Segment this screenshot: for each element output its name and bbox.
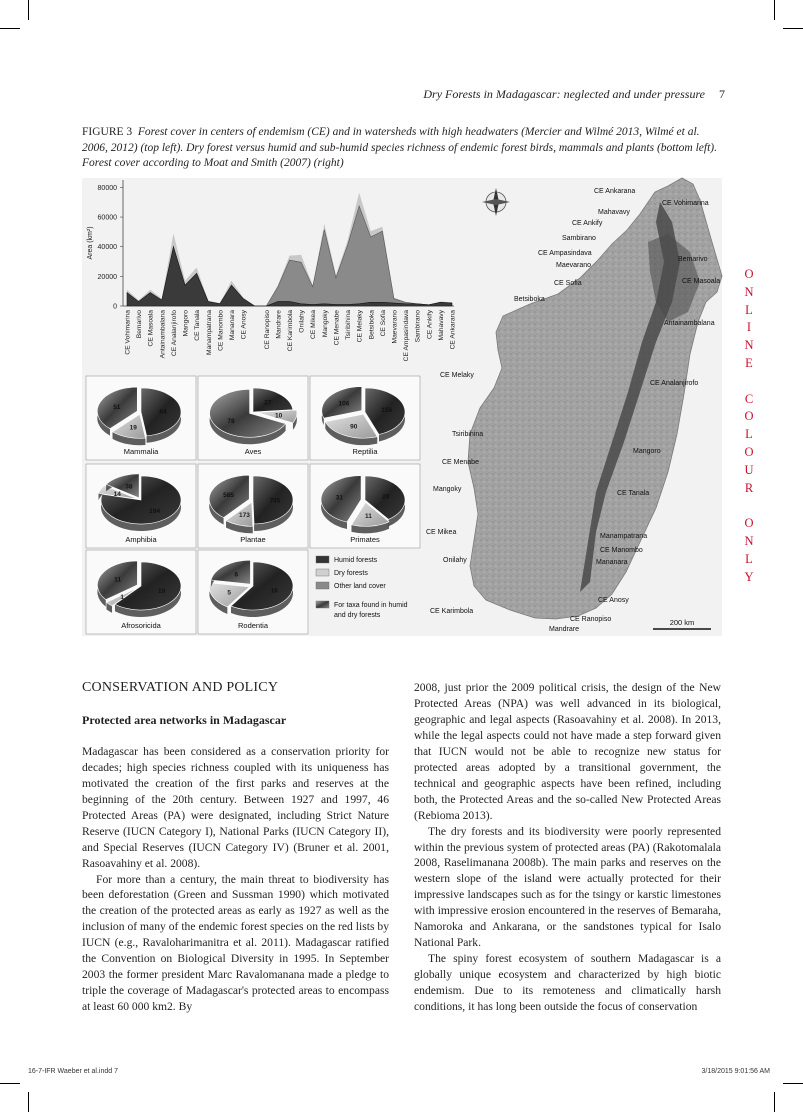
paragraph: For more than a century, the main threat to biodiversity has been deforestation (Green and Sussman 1990) which motivated the creation of the protected areas as early as 1927 as well as the inclusion of many of the endemic forest species on the red lists by IUCN (e.g., Ravaloharimanitra et al. 2011). Madagascar ratified the Convention on Biological Diversity in 1995. In September 2003 the former president Marc Ravalomanana made a pledge to triple the coverage of Madagascar's protected areas to encompass at least 60 000 km2. By — [82, 872, 389, 1014]
x-tick-label: Mangoky — [321, 310, 329, 338]
y-tick-label: 60000 — [97, 214, 117, 222]
map-label: Mangoro — [633, 448, 661, 455]
pie-value-label: 106 — [338, 400, 350, 408]
pie-value-label: 14 — [113, 491, 121, 499]
y-tick-label: 0 — [113, 303, 117, 311]
pie-panel-rodentia — [198, 550, 308, 634]
subsection-heading: Protected area networks in Madagascar — [82, 712, 287, 727]
x-tick-label: CE Manombo — [217, 310, 225, 351]
y-tick-label: 20000 — [97, 273, 117, 281]
x-tick-label: Mahavavy — [437, 310, 445, 341]
side-note-letter: C — [744, 391, 754, 406]
column-left — [82, 680, 389, 1015]
caption-etal: et al. — [676, 126, 700, 138]
online-colour-only-note — [741, 266, 757, 586]
side-note-letter: O — [744, 409, 754, 424]
running-head — [423, 87, 725, 102]
pie-value-label: 173 — [239, 512, 250, 520]
scale-bar-label: 200 km — [669, 618, 695, 627]
pie-value-label: 19 — [129, 424, 137, 432]
pie-value-label: 745 — [269, 497, 281, 505]
pie-panel-amphibia — [86, 464, 196, 548]
legend-swatch — [316, 556, 329, 563]
map-label: CE Analanjirofo — [650, 380, 699, 387]
x-tick-label: CE Melaky — [356, 310, 364, 343]
pie-panel-title: Amphibia — [125, 535, 157, 544]
footer-file: 16-7-IFR Waeber et al.indd 7 — [28, 1068, 119, 1075]
map-label: Bemarivo — [678, 256, 708, 263]
map-label: CE Ankify — [572, 220, 603, 227]
map-label: CE Tanala — [617, 490, 650, 497]
legend-swatch — [316, 601, 329, 608]
y-tick-label: 80000 — [97, 184, 117, 192]
pie-value-label: 90 — [350, 423, 358, 431]
x-tick-label: Mangoro — [182, 310, 190, 337]
pie-panel-plantae — [198, 464, 308, 548]
crop-mark — [783, 28, 803, 29]
pie-value-label: 585 — [223, 492, 234, 500]
pie-panel-aves — [198, 376, 308, 460]
caption-text-cont: 2006, 2012) (top left). Dry forest versus humid and sub-humid species richness of endemic forest birds, mammals and plants (bottom left). Forest cover according to Moat and Smith (2007) (right) — [82, 141, 717, 169]
y-tick-label: 40000 — [97, 244, 117, 252]
pie-value-label: 31 — [335, 494, 344, 502]
pie-legend — [310, 550, 420, 634]
section-heading: CONSERVATION AND POLICY — [82, 680, 279, 695]
footer-timestamp: 3/18/2015 9:01:56 AM — [701, 1068, 770, 1075]
side-note-letter: N — [744, 533, 754, 548]
x-tick-label: CE Mikea — [310, 310, 318, 339]
map-label: CE Melaky — [440, 372, 474, 379]
x-tick-label: CE Karimbola — [287, 310, 294, 352]
paragraph: The spiny forest ecosystem of southern Madagascar is a globally unique ecosystem and characterized by high biotic endemism. Due to its remoteness and climatically harsh conditions, it has long been outside the focus of conservation — [414, 952, 721, 1014]
running-head-title: Dry Forests in Madagascar: neglected and under pressure — [423, 87, 705, 101]
y-axis-label: Area (km²) — [87, 226, 94, 260]
map-label: Manampatrana — [600, 533, 648, 540]
crop-mark — [774, 1092, 775, 1112]
map-label: CE Mikea — [426, 529, 457, 536]
map-label: Onilahy — [443, 557, 467, 564]
x-tick-label: Mananara — [228, 310, 236, 341]
legend-swatch — [316, 569, 329, 576]
pie-value-label: 156 — [381, 407, 393, 415]
figure-3 — [0, 172, 803, 642]
x-tick-label: CE Tanala — [194, 310, 202, 341]
x-tick-label: CE Ampasindava — [403, 310, 411, 362]
x-tick-label: Tsiribihina — [345, 310, 353, 340]
x-tick-label: Antainambalana — [159, 310, 167, 359]
map-label: CE Sofia — [554, 280, 582, 287]
map-label: Sambirano — [562, 235, 596, 242]
x-tick-label: CE Vohimarina — [124, 310, 132, 355]
pie-panel-title: Plantae — [240, 535, 266, 544]
map-label: Betsiboka — [514, 296, 545, 303]
legend-swatch — [316, 582, 329, 589]
column-right — [414, 680, 721, 1015]
side-note-letter — [741, 373, 757, 391]
crop-mark — [0, 28, 20, 29]
pie-panel-afrosoricida — [86, 550, 196, 634]
legend-label: Dry forests — [334, 570, 368, 577]
pie-value-label: 51 — [113, 403, 121, 411]
legend-label: Humid forests — [334, 557, 378, 564]
crop-mark — [28, 0, 29, 20]
side-note-letter: I — [746, 320, 752, 335]
pie-value-label: 1 — [120, 594, 124, 602]
pie-value-label: 64 — [159, 408, 167, 416]
page-number: 7 — [719, 87, 725, 101]
x-tick-label: CE Masoala — [147, 310, 155, 347]
x-tick-label: CE Ranopiso — [263, 310, 271, 350]
pie-value-label: 11 — [114, 576, 122, 584]
map-label: CE Karimbola — [430, 608, 474, 615]
pie-value-label: 38 — [125, 483, 133, 491]
map-label: CE Menabe — [442, 459, 479, 466]
x-tick-label: CE Sofia — [379, 310, 387, 337]
pie-value-label: 194 — [149, 507, 160, 515]
side-note-letter: Y — [744, 569, 754, 584]
pie-panel-title: Mammalia — [123, 447, 159, 456]
map-label: CE Masoala — [682, 278, 721, 285]
legend-label: For taxa found in humid — [334, 602, 408, 609]
side-note-letter: U — [744, 462, 754, 477]
side-note-letter — [741, 497, 757, 515]
pie-value-label: 10 — [274, 412, 283, 420]
map-label: Mananara — [596, 559, 628, 566]
x-tick-label: CE Ankarana — [449, 310, 457, 350]
pie-value-label: 27 — [264, 399, 272, 407]
paragraph: The dry forests and its biodiversity were poorly represented within the previous system of protected areas (PA) (Rakotomalala 2008, Raselimanana 2008b). The main parks and reserves on the western slope of the island were actually protected for their impressive landscapes such as for the tsingy or karstic limestones with impressive erosion encountered in the reserves of Bemaraha, Namoroka and Ankarana, or the sandstones typical for Isalo National Park. — [414, 824, 721, 950]
map-label: CE Ampasindava — [538, 250, 592, 257]
x-tick-label: CE Menabe — [333, 310, 341, 346]
x-tick-label: Mandrare — [275, 310, 283, 339]
pie-value-label: 78 — [227, 417, 235, 425]
crop-mark — [774, 0, 775, 20]
map-label: Antainambalana — [664, 320, 715, 327]
side-note-letter: O — [744, 516, 754, 531]
pie-panel-title: Reptilia — [352, 447, 378, 456]
crop-mark — [28, 1092, 29, 1112]
legend-label: Other land cover — [334, 583, 386, 590]
side-note-letter: L — [745, 302, 753, 317]
pie-panel-primates — [310, 464, 420, 548]
side-note-letter: N — [744, 284, 754, 299]
map-label: Maevarano — [556, 262, 592, 269]
map-label: Tsiribihina — [452, 431, 484, 438]
x-tick-label: CE Anosy — [240, 310, 248, 340]
paragraph: Madagascar has been considered as a conservation priority for decades; high species richness coupled with its uniqueness has motivated the creation of the first parks and reserves at the beginning of the 20th century. Between 1927 and 1997, 46 Protected Areas (PA) were designated, including Strict Nature Reserve (IUCN Category I), National Parks (IUCN Category II), and Special Reserves (IUCN Category IV) (Bruner et al. 2001, Rasoavahiny et al. 2008). — [82, 744, 389, 870]
pie-value-label: 5 — [227, 589, 231, 597]
pie-value-label: 11 — [365, 512, 372, 520]
side-note-letter: N — [744, 338, 754, 353]
legend-label: and dry forests — [334, 612, 381, 619]
side-note-letter: L — [745, 551, 753, 566]
pie-value-label: 19 — [158, 588, 166, 596]
side-note-letter: E — [745, 355, 753, 370]
pie-panel-title: Primates — [350, 535, 380, 544]
caption-text: Forest cover in centers of endemism (CE) and in watersheds with high headwaters (Mercier and Wilmé 2013, Wilmé — [137, 126, 674, 138]
pie-panel-title: Aves — [244, 447, 262, 456]
map-label: Mahavavy — [598, 209, 630, 216]
side-note-letter: O — [744, 267, 754, 281]
x-tick-label: CE Analanjirofo — [170, 310, 178, 357]
x-tick-label: CE Ankify — [426, 310, 434, 339]
crop-mark — [783, 1083, 803, 1084]
pie-panel-mammalia — [86, 376, 196, 460]
x-tick-label: Betsiboka — [368, 310, 376, 340]
pie-panels — [86, 376, 420, 634]
x-tick-label: Maevarano — [391, 310, 399, 344]
figure-caption — [82, 125, 722, 172]
pie-value-label: 16 — [270, 587, 278, 595]
side-note-letter: L — [745, 427, 753, 442]
map-label: CE Anosy — [598, 597, 629, 604]
map-label: CE Manombo — [600, 547, 643, 554]
pie-value-label: 6 — [234, 571, 239, 579]
map-label: Mandrare — [549, 626, 579, 633]
x-tick-label: Sambirano — [414, 310, 422, 343]
map-label: CE Ranopiso — [570, 616, 612, 623]
pie-panel-reptilia — [310, 376, 420, 460]
pie-value-label: 28 — [382, 493, 390, 501]
map-label: CE Vohimarina — [662, 200, 709, 207]
map-label: Mangoky — [433, 486, 462, 493]
pie-panel-title: Afrosoricida — [121, 621, 161, 630]
crop-mark — [0, 1083, 20, 1084]
pie-panel-title: Rodentia — [237, 621, 269, 630]
figure-label: FIGURE 3 — [82, 126, 133, 138]
x-tick-label: Manampatrana — [205, 310, 213, 355]
x-tick-label: Bemarivo — [136, 310, 144, 339]
paragraph: 2008, just prior the 2009 political crisis, the design of the New Protected Areas (NPA) was well advanced in its biological, geographic and legal aspects (Rasoavahiny et al. 2008). In 2013, while the legal aspects could not have made a step forward given that IUCN would not be able to recognize new status for protected areas adopted by a transitional government, the technical and geographic aspects have been refined, including both, the Protected Areas and the so-called New Protected Areas (Rebioma 2013). — [414, 681, 721, 822]
x-tick-label: Onilahy — [298, 310, 306, 333]
side-note-letter: O — [744, 444, 754, 459]
map-label: CE Ankarana — [594, 188, 636, 195]
side-note-letter: R — [744, 480, 754, 495]
